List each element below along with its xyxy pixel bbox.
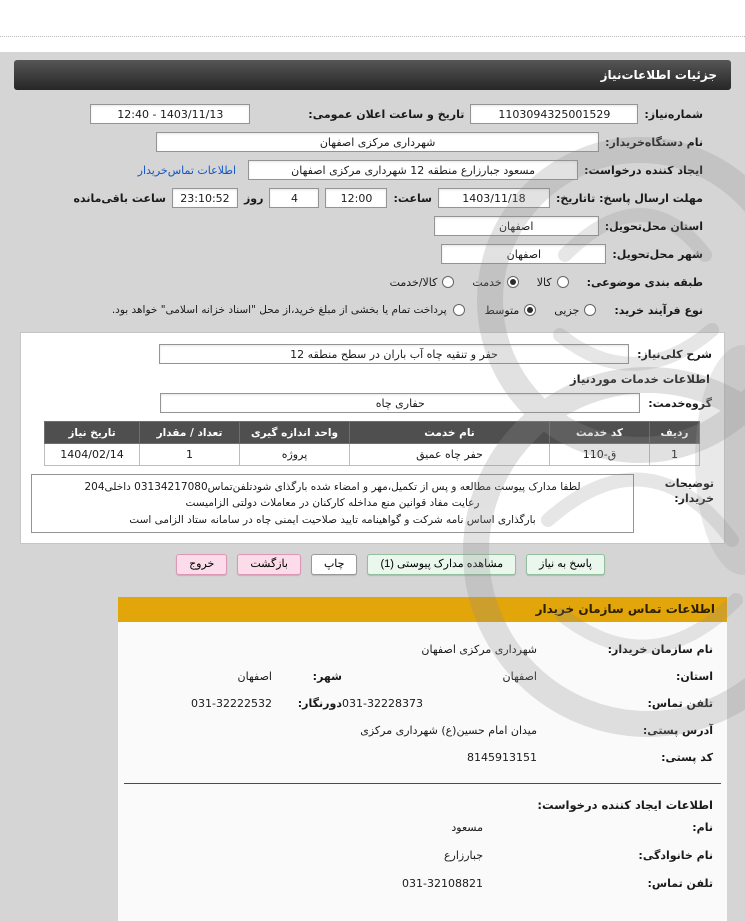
creator-first-name-value: مسعود: [451, 821, 483, 835]
treasury-payment-option[interactable]: [112, 304, 465, 316]
goods-service-radio-label: کالا/خدمت: [389, 275, 438, 289]
buyer-org-name-value: شهرداری مرکزی اصفهان: [421, 642, 537, 656]
cell-quantity: 1: [140, 444, 240, 466]
minor-radio-label: جزیی: [554, 303, 580, 317]
respond-to-need-button[interactable]: پاسخ به نیاز: [526, 554, 605, 575]
category-option-service[interactable]: [472, 276, 518, 289]
delivery-city-label: شهر محل‌تحویل:: [612, 247, 703, 261]
creator-last-name-label: نام خانوادگی:: [638, 849, 713, 863]
postal-address-value: میدان امام حسین(ع) شهرداری مرکزی: [360, 723, 537, 737]
need-details-form: [0, 90, 745, 324]
dotted-divider: [0, 36, 745, 37]
service-radio[interactable]: [507, 276, 519, 288]
col-unit: واحد اندازه گیری: [240, 422, 350, 444]
delivery-province-field[interactable]: اصفهان: [434, 216, 599, 236]
city-value: اصفهان: [237, 669, 272, 683]
delivery-province-label: استان محل‌تحویل:: [604, 219, 703, 233]
service-group-field[interactable]: حفاری چاه: [160, 393, 640, 413]
time-remaining-field[interactable]: 23:10:52: [172, 188, 238, 208]
subject-category-label: طبقه بندی موضوعی:: [586, 275, 703, 289]
category-option-goods-service[interactable]: [390, 276, 455, 289]
cell-service-name: حفر چاه عمیق: [350, 444, 550, 466]
deadline-date-field[interactable]: 1403/11/18: [438, 188, 550, 208]
buyer-org-field[interactable]: شهرداری مرکزی اصفهان: [156, 132, 599, 152]
page-title: جزئیات اطلاعات‌نیاز: [14, 60, 731, 90]
delivery-city-field[interactable]: اصفهان: [441, 244, 606, 264]
fax-value: 031-32222532: [191, 696, 272, 710]
back-button[interactable]: بازگشت: [237, 554, 301, 575]
reply-deadline-label: مهلت ارسال پاسخ: تاتاریخ:: [555, 191, 703, 205]
buyer-notes-line: لطفا مدارک پیوست مطالعه و پس از تکمیل،مهر و امضاء شده بارگذای شودتلفن‌تماس03134217080 داخلی204: [84, 481, 581, 493]
need-number-field[interactable]: 1103094325001529: [470, 104, 638, 124]
buyer-contact-link[interactable]: اطلاعات تماس‌خریدار: [137, 163, 237, 177]
category-option-goods[interactable]: [537, 276, 569, 289]
announce-datetime-field[interactable]: 1403/11/13 - 12:40: [90, 104, 250, 124]
buyer-contact-heading: اطلاعات تماس سازمان خریدار: [118, 597, 727, 622]
service-radio-label: خدمت: [472, 275, 502, 289]
buyer-notes-line: رعایت مفاد قوانین منع مداخله کارکنان در معاملات دولتی الزامیست: [185, 497, 480, 510]
province-value: اصفهان: [502, 669, 537, 683]
medium-radio-label: متوسط: [484, 303, 520, 317]
creator-first-name-label: نام:: [692, 821, 713, 835]
service-group-label: گروه‌خدمت:: [648, 396, 712, 410]
treasury-checkbox[interactable]: [453, 304, 465, 316]
buyer-notes-line: بارگذاری اساس نامه شرکت و گواهینامه تایید صلاحیت ایمنی چاه در سامانه ستاد الزامی است: [129, 513, 536, 526]
goods-radio[interactable]: [557, 276, 569, 288]
days-label: روز: [243, 191, 264, 205]
request-creator-heading: اطلاعات ایجاد کننده درخواست:: [537, 797, 713, 812]
top-strip: [0, 0, 745, 52]
section-divider: [124, 783, 721, 784]
col-service-name: نام خدمت: [350, 422, 550, 444]
creator-phone-value: 031-32108821: [402, 877, 483, 891]
postal-address-label: آدرس پستی:: [642, 723, 713, 737]
need-number-label: شماره‌نیاز:: [644, 107, 703, 121]
phone-value: 031-32228373: [342, 696, 423, 710]
request-creator-label: ایجاد کننده درخواست:: [584, 163, 703, 177]
creator-last-name-value: جبارزارع: [443, 849, 483, 863]
cell-need-date: 1404/02/14: [45, 444, 140, 466]
minor-radio[interactable]: [584, 304, 596, 316]
creator-phone-label: تلفن تماس:: [647, 877, 713, 891]
exit-button[interactable]: خروج: [176, 554, 227, 575]
goods-radio-label: کالا: [536, 275, 552, 289]
services-table: [44, 421, 700, 466]
print-button[interactable]: چاپ: [311, 554, 358, 575]
process-option-medium[interactable]: [485, 304, 537, 317]
medium-radio[interactable]: [524, 304, 536, 316]
col-service-code: کد خدمت: [550, 422, 650, 444]
col-quantity: تعداد / مقدار: [140, 422, 240, 444]
postal-code-value: 8145913151: [467, 750, 537, 764]
cell-service-code: ق-110: [550, 444, 650, 466]
deadline-time-field[interactable]: 12:00: [325, 188, 387, 208]
deadline-hour-label: ساعت:: [393, 191, 432, 205]
time-remaining-label: ساعت باقی‌مانده: [73, 191, 166, 205]
goods-service-radio[interactable]: [442, 276, 454, 288]
action-buttons: [0, 554, 745, 575]
col-need-date: تاریخ نیاز: [45, 422, 140, 444]
city-label: شهر:: [312, 669, 342, 683]
request-creator-field[interactable]: مسعود جبارزارع منطقه 12 شهرداری مرکزی اصفهان: [248, 160, 578, 180]
buyer-org-name-label: نام سازمان خریدار:: [607, 642, 713, 656]
table-row: [45, 444, 700, 466]
buyer-notes-field[interactable]: [31, 474, 634, 533]
cell-row-number: 1: [650, 444, 700, 466]
process-option-minor[interactable]: [554, 304, 596, 317]
col-row-number: ردیف: [650, 422, 700, 444]
view-attached-docs-button[interactable]: مشاهده مدارک پیوستی (1): [367, 554, 516, 575]
buyer-notes-label: توضیحات خریدار:: [664, 477, 714, 506]
need-description-label: شرح کلی‌نیاز:: [637, 347, 712, 361]
buyer-org-label: نام دستگاه‌خریدار:: [605, 135, 703, 149]
cell-unit: پروژه: [240, 444, 350, 466]
announce-datetime-label: تاریخ و ساعت اعلان عمومی:: [308, 107, 465, 121]
days-remaining-field[interactable]: 4: [269, 188, 319, 208]
fax-label: دورنگار:: [297, 696, 342, 710]
phone-label: تلفن تماس:: [647, 696, 713, 710]
postal-code-label: کد پستی:: [661, 750, 713, 764]
province-label: استان:: [676, 669, 713, 683]
services-table-header-row: [45, 422, 700, 444]
treasury-note-text: پرداخت تمام یا بخشی از مبلغ خرید،از محل "اسناد خزانه اسلامی" خواهد بود.: [111, 304, 447, 316]
need-description-field[interactable]: حفر و تنقیه چاه آب باران در سطح منطقه 12: [159, 344, 629, 364]
buyer-contact-panel: [118, 597, 727, 921]
required-services-heading: اطلاعات خدمات موردنیاز: [570, 372, 710, 386]
purchase-process-label: نوع فرآیند خرید:: [614, 303, 703, 317]
need-description-box: [20, 332, 725, 544]
